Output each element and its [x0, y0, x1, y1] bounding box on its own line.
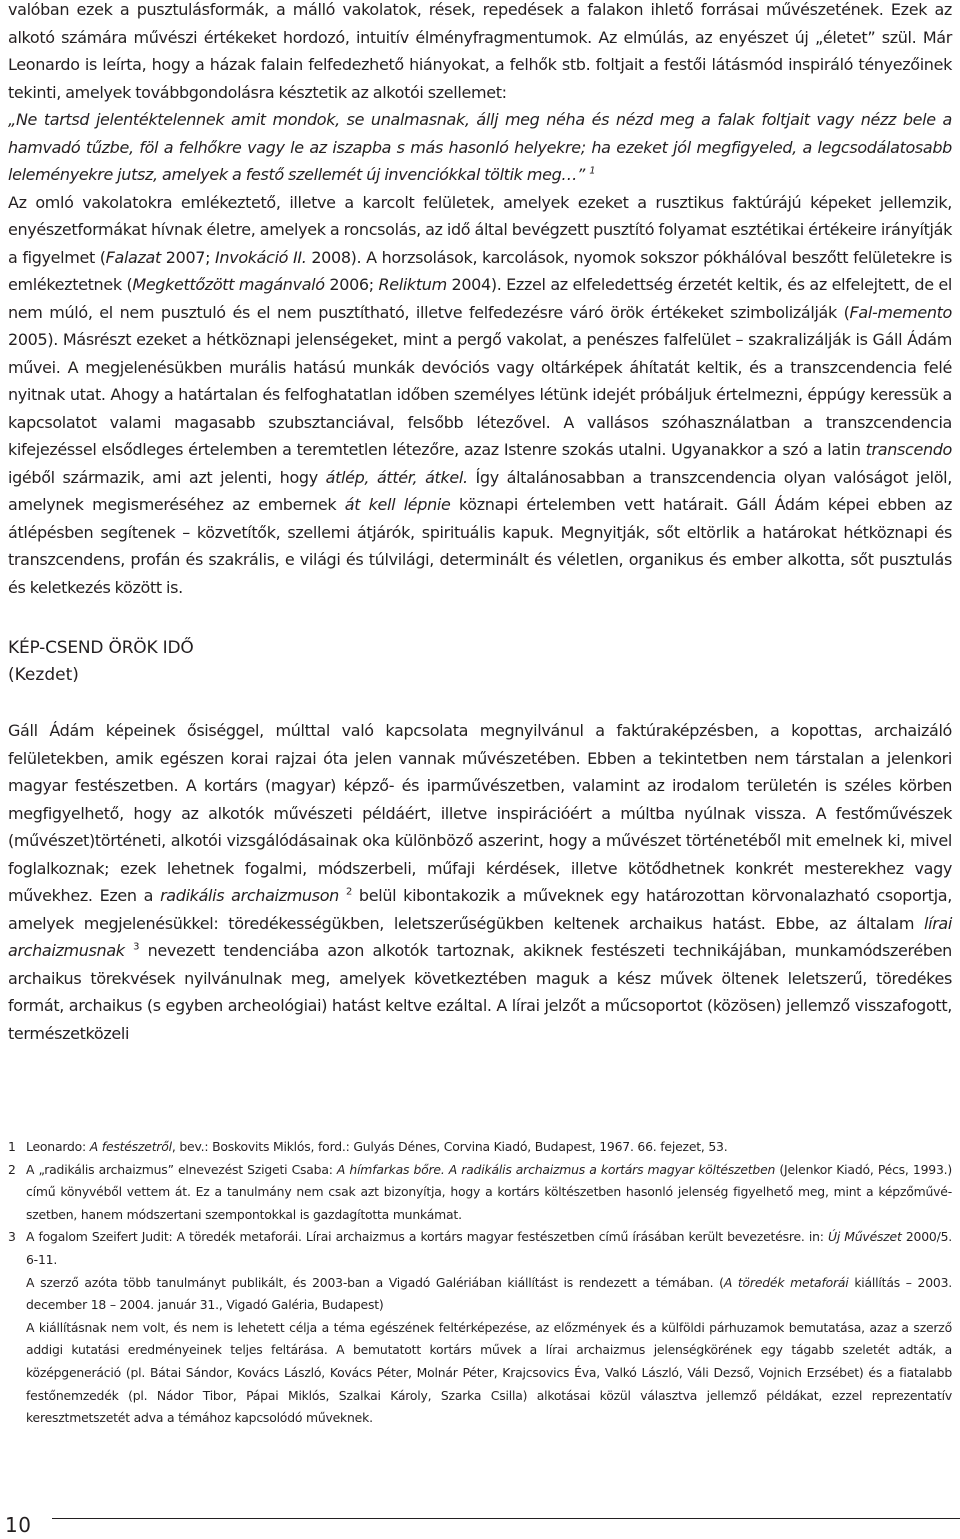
text-run: 2000/5. 6-11.: [26, 1229, 952, 1267]
emphasis: radikális archaizmuson: [160, 886, 339, 905]
footnote-number: 3: [8, 1229, 16, 1245]
emphasis: lírai archaizmusnak: [8, 913, 952, 960]
text-run: , bev.: Boskovits Miklós, ford.: Gulyás Dénes, Corvina Kiadó, Budapest, 1967. 66. fejezet, 53.: [171, 1139, 728, 1154]
footnote-ref-2: 2: [345, 886, 352, 898]
footnotes: [8, 1136, 952, 1430]
quote-text: „Ne tartsd jelentéktelennek amit mondok, se unalmasnak, állj meg néha és nézd meg a falak foltjait vagy nézz bele a hamvadó tűzbe, föl a felhőkre vagy le az iszapba s más hasonló helyekre; ha ezeket jól megfigyeled, a legcsodálatosabb leleményekre jutsz, amelyek a festő szellemét új invenciókkal töltik meg…”: [8, 110, 952, 184]
footnote-3-continued: [8, 1272, 952, 1317]
journal-title: Új Művészet: [827, 1229, 902, 1245]
text-run: A „radikális archaizmus” elnevezést Szigeti Csaba:: [26, 1161, 337, 1177]
body-paragraph-2: [8, 189, 952, 602]
text-run: A kiállításnak nem volt, és nem is lehetett célja a téma egészének feltérképezése, az előzmények és a külföldi párhuzamok bemutatása, azaz a szerző addigi kutatási eredményeinek teljes feltárása. A bemutatott kortárs művek a lírai archaizmus jelenségkörének egy tágabb szeletét adták, a középgeneráció (pl. Bátai Sándor, Kovács László, Kovács Péter, Molnár Péter, Krajcsovics Éva, Valkó László, Váli Dezső, Vojnich Erzsébet) és a fiatalabb festőnemzedék (pl. Nádor Tibor, Pápai Miklós, Szalkai Károly, Szarka Csilla) alkotásai közül választva jellemző példákat, ezzel reprezentatív keresztmetszetét adva a témához kapcsolódó műveknek.: [26, 1319, 952, 1426]
artwork-title: Invokáció II.: [215, 247, 307, 267]
book-title: A hímfarkas bőre. A radikális archaizmus a kortárs magyar költészetben: [336, 1161, 776, 1177]
latin-term: transcendo: [865, 440, 952, 459]
text-run: (Jelenkor Kiadó, Pécs, 1993.) című könyvéből vettem át. Ez a tanulmány nem csak azt bizonyítja, hogy a kortárs költészetben hasonló jelenség figyelhető meg, mint a képzőművé-szetben, hanem módszertani szempontokkal is gazdagította munkámat.: [26, 1161, 952, 1222]
section-body: [8, 717, 952, 1047]
text-run: belül kibontakozik a műveknek egy határozottan körvonalazható csoportja, amelyek megjelenésükkel: töredékességükben, leletszerűségükben keltenek archaikus hatást. Ebbe, az általam: [8, 886, 952, 933]
text-run: Leonardo:: [26, 1139, 90, 1154]
section-paragraph: [8, 717, 952, 1047]
artwork-title: Megkettőzött magánvaló: [132, 275, 325, 294]
footnote-number: 2: [8, 1161, 16, 1177]
footnote-3-detail: [8, 1317, 952, 1430]
text-run: 2006;: [324, 275, 379, 294]
text-run: Így általánosabban a transzcendencia olyan valóságot jelöl, amelynek megismeréséhez az embernek: [8, 467, 952, 514]
intro-paragraph: [8, 0, 952, 106]
document-page: [8, 0, 953, 1426]
intro-text: valóban ezek a pusztulásformák, a málló vakolatok, rések, repedések a falakon ihlető forrásai művészetének. Ezek az alkotó számára művészi értékeket hordozó, intuitív élményfragmentumok. Az elmúlás, az enyészet új „életet” szül. Már Leonardo is leírta, hogy a házak falain felfedezhető hiányokat, a felhők stb. foltjait a festői látásmód inspiráló tényezőinek tekinti, amelyek továbbgondolásra késztetik az alkotói szellemet:: [8, 0, 952, 102]
text-run: kiállítás – 2003. december 18 – 2004. január 31., Vigadó Galéria, Budapest): [26, 1274, 953, 1313]
footnote-number: 1: [8, 1139, 16, 1154]
footnote-ref-3: 3: [133, 941, 140, 953]
exhibition-title: A töredék metaforái: [723, 1274, 849, 1290]
footer-rule: [52, 1518, 960, 1519]
text-run: 2007;: [160, 247, 216, 267]
text-run: Az omló vakolatokra emlékeztető, illetve a karcolt felületek, amelyek ezeket a rusztikus faktúrájú képeket jellemzik, enyészetformákat hívnak életre, amelyek a roncsolás, az idő által bevégzett pusztító folyamat esztétikai értékeire irányítják a figyelmet (: [8, 192, 952, 267]
footnote-3: [8, 1226, 952, 1271]
leonardo-quote: [8, 106, 952, 189]
intro-section: [8, 0, 952, 601]
text-run: köznapi értelemben vett határait. Gáll Ádám képei ebben az átlépésben segítenek – közvetítők, szellemi átjárók, spirituális kapuk. Megnyitják, sőt eltörlik a határokat hétköznapi és transzcendens, profán és szakrális, e világi és túlvilági, determinált és véletlen, organikus és ember alkotta, sőt pusztulás és keletkezés között is.: [8, 495, 952, 597]
emphasis: át kell lépnie: [344, 495, 451, 514]
section-title: KÉP-CSEND ÖRÖK IDŐ: [8, 638, 194, 658]
page-number: 10: [5, 1513, 32, 1537]
text-run: A szerző azóta több tanulmányt publikált, és 2003-ban a Vigadó Galériában kiállítást is rendezett a témában. (: [26, 1274, 724, 1290]
section-subtitle: (Kezdet): [8, 665, 79, 685]
book-title: A festészetről: [89, 1139, 172, 1154]
text-run: 2004). Ezzel az elfeledettség érzetét keltik, és az elfelejtett, de el nem múló, el nem pusztuló és el nem pusztítható, illetve felfedezésre váró örök értékeket szimbolizálják (: [8, 275, 952, 322]
footnote-ref-1: 1: [589, 165, 596, 177]
text-run: igéből származik, ami azt jelenti, hogy: [8, 467, 326, 487]
text-run: A fogalom Szeifert Judit: A töredék metaforái. Lírai archaizmus a kortárs magyar festészetben című írásában került bevezetésre. in:: [26, 1229, 828, 1245]
text-run: Gáll Ádám képeinek ősiséggel, múlttal való kapcsolata megnyilvánul a faktúraképzésben, a kopottas, archaizáló felületekben, amik egészen korai rajzai óta jelen vannak művészetében. Ebben a tekintetben nem társtalan a jelenkori magyar festészetben. A kortárs (magyar) képző- és iparművészetben, valamint az irodalom területén is széles körben megfigyelhető, hogy az alkotók művészeti példáért, illetve inspirációért a múltba nyúlnak vissza. A festőművészek (művészet)történeti, alkotói vizsgálódásainak oka különböző aszerint, hogy a művészet történetéből mit emelnek ki, mivel foglalkoznak; ezek lehetnek fogalmi, módszerbeli, műfaji kérdések, illetve kötődhetnek konkrét mesterekhez vagy művekhez. Ezen a: [8, 721, 952, 905]
footnote-1: [8, 1136, 952, 1159]
text-run: 2005). Másrészt ezeket a hétköznapi jelenségeket, mint a pergő vakolat, a penészes falfelület – szakralizálják is Gáll Ádám művei. A megjelenésükben murális hatású munkák devóciós vagy oltárképek áhítatát keltik, és a transzcendencia felé nyitnak utat. Ahogy a határtalan és felfoghatatlan időben személyes létünk idejét próbáljuk értelmezni, éppúgy keressük a kapcsolatot valami magasabb szubsztanciával, felsőbb létezővel. A vallásos szóhasználatban a transzcendencia kifejezéssel elsődleges értelemben a teremtetlen létezőre, azaz Istenre szokás utalni. Ugyanakkor a szó a latin: [8, 330, 952, 459]
text-run: 2008). A horzsolások, karcolások, nyomok sokszor pókhálóval beszőtt felületekre is emlékeztetnek (: [8, 247, 952, 294]
artwork-title: Reliktum: [378, 275, 447, 294]
emphasis: átlép, áttér, átkel.: [325, 467, 468, 487]
artwork-title: Fal-memento: [849, 302, 952, 322]
section-heading-block: [8, 635, 952, 689]
artwork-title: Falazat: [105, 247, 161, 267]
text-run: nevezett tendenciába azon alkotók tartoznak, akiknek festészeti technikájában, munkamódszerében archaikus törekvések nyilvánulnak meg, amelyek következtében maguk a kész művek öltenek leletszerű, töredékes formát, archaikus (s egyben archeológiai) hatást keltve ezáltal. A lírai jelzőt a műcsoportot (közösen) jellemző visszafogott, természetközeli: [8, 941, 952, 1043]
footnote-2: [8, 1159, 952, 1227]
